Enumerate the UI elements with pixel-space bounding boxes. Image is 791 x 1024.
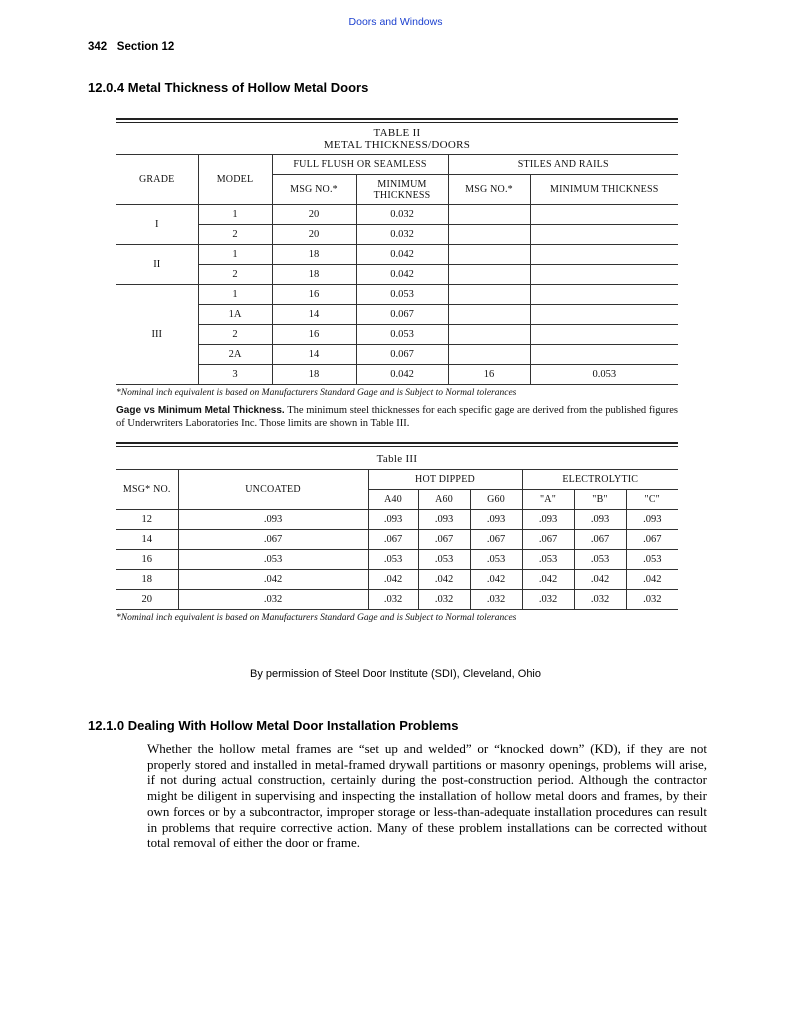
model-cell: 2A xyxy=(198,345,272,365)
msg-cell: 12 xyxy=(116,510,178,530)
section-heading: 12.0.4 Metal Thickness of Hollow Metal Doors xyxy=(88,80,369,95)
msg-cell: 18 xyxy=(116,570,178,590)
grade-cell: II xyxy=(116,245,198,285)
uncoated-cell: .042 xyxy=(178,570,368,590)
msg-cell: 18 xyxy=(272,365,356,385)
elec-b-cell: .042 xyxy=(574,570,626,590)
stiles-thickness-cell: 0.053 xyxy=(530,365,678,385)
table-row xyxy=(116,205,678,225)
model-cell: 1 xyxy=(198,245,272,265)
group-electrolytic: ELECTROLYTIC xyxy=(522,470,678,490)
col-msg: MSG NO.* xyxy=(272,175,356,205)
page-number: 342 Section 12 xyxy=(88,41,175,53)
msg-cell: 14 xyxy=(116,530,178,550)
msg-cell: 16 xyxy=(116,550,178,570)
table-row xyxy=(116,225,678,245)
thickness-cell: 0.053 xyxy=(356,325,448,345)
msg-cell: 20 xyxy=(272,205,356,225)
stiles-thickness-cell xyxy=(530,205,678,225)
uncoated-cell: .093 xyxy=(178,510,368,530)
stiles-msg-cell xyxy=(448,345,530,365)
running-head: Doors and Windows xyxy=(348,16,443,28)
table-row xyxy=(116,530,678,550)
thickness-cell: 0.042 xyxy=(356,365,448,385)
stiles-msg-cell xyxy=(448,205,530,225)
table-row xyxy=(116,305,678,325)
mid-rule xyxy=(116,442,678,444)
col-stiles-min-thickness: MINIMUM THICKNESS xyxy=(530,175,678,205)
elec-b-cell: .053 xyxy=(574,550,626,570)
gage-text: The minimum steel thicknesses for each specific gage are derived from the published figures of Underwriters Laboratories Inc. Those limits are shown in Table III. xyxy=(116,405,678,429)
group-full-flush: FULL FLUSH OR SEAMLESS xyxy=(272,155,448,175)
permission-credit: By permission of Steel Door Institute (SDI), Cleveland, Ohio xyxy=(249,668,541,680)
msg-cell: 20 xyxy=(116,590,178,610)
table3-gage-thickness xyxy=(116,469,678,610)
grade-cell: III xyxy=(116,285,198,385)
uncoated-cell: .067 xyxy=(178,530,368,550)
msg-cell: 20 xyxy=(272,225,356,245)
g60-cell: .032 xyxy=(470,590,522,610)
msg-cell: 14 xyxy=(272,305,356,325)
thickness-cell: 0.032 xyxy=(356,225,448,245)
msg-cell: 16 xyxy=(272,285,356,305)
stiles-thickness-cell xyxy=(530,305,678,325)
elec-c-cell: .093 xyxy=(626,510,678,530)
col-g60: G60 xyxy=(470,490,522,510)
table2-metal-thickness xyxy=(116,154,678,385)
gage-lead: Gage vs Minimum Metal Thickness. xyxy=(116,405,285,416)
thickness-cell: 0.032 xyxy=(356,205,448,225)
col-stiles-msg: MSG NO.* xyxy=(448,175,530,205)
table-row xyxy=(116,510,678,530)
elec-b-cell: .093 xyxy=(574,510,626,530)
table-row xyxy=(116,265,678,285)
a60-cell: .042 xyxy=(418,570,470,590)
group-stiles-rails: STILES AND RAILS xyxy=(448,155,678,175)
elec-a-cell: .067 xyxy=(522,530,574,550)
model-cell: 1A xyxy=(198,305,272,325)
a60-cell: .093 xyxy=(418,510,470,530)
col-grade: GRADE xyxy=(116,155,198,205)
col-elec-c: "C" xyxy=(626,490,678,510)
elec-c-cell: .032 xyxy=(626,590,678,610)
msg-cell: 14 xyxy=(272,345,356,365)
a40-cell: .042 xyxy=(368,570,418,590)
col-a40: A40 xyxy=(368,490,418,510)
top-rule-thin xyxy=(116,122,678,123)
elec-a-cell: .093 xyxy=(522,510,574,530)
section2-heading: 12.1.0 Dealing With Hollow Metal Door Installation Problems xyxy=(88,718,459,733)
col-elec-a: "A" xyxy=(522,490,574,510)
elec-c-cell: .067 xyxy=(626,530,678,550)
stiles-thickness-cell xyxy=(530,265,678,285)
stiles-msg-cell xyxy=(448,265,530,285)
a40-cell: .053 xyxy=(368,550,418,570)
grade-cell: I xyxy=(116,205,198,245)
col-model: MODEL xyxy=(198,155,272,205)
stiles-msg-cell xyxy=(448,245,530,265)
uncoated-cell: .053 xyxy=(178,550,368,570)
top-rule xyxy=(116,118,678,120)
a40-cell: .032 xyxy=(368,590,418,610)
stiles-thickness-cell xyxy=(530,345,678,365)
col-min-thickness: MINIMUM THICKNESS xyxy=(356,175,448,205)
g60-cell: .042 xyxy=(470,570,522,590)
a60-cell: .032 xyxy=(418,590,470,610)
elec-a-cell: .032 xyxy=(522,590,574,610)
model-cell: 1 xyxy=(198,205,272,225)
stiles-thickness-cell xyxy=(530,285,678,305)
thickness-cell: 0.042 xyxy=(356,245,448,265)
table-row xyxy=(116,570,678,590)
table2-footnote: *Nominal inch equivalent is based on Manufacturers Standard Gage and is Subject to Normal tolerances xyxy=(116,388,517,398)
stiles-thickness-cell xyxy=(530,225,678,245)
table-row xyxy=(116,285,678,305)
table-row xyxy=(116,345,678,365)
stiles-thickness-cell xyxy=(530,245,678,265)
model-cell: 3 xyxy=(198,365,272,385)
stiles-msg-cell xyxy=(448,225,530,245)
a60-cell: .053 xyxy=(418,550,470,570)
table3-footnote: *Nominal inch equivalent is based on Manufacturers Standard Gage and is Subject to Normal tolerances xyxy=(116,613,517,623)
table-row xyxy=(116,550,678,570)
scanned-table-figure xyxy=(116,118,678,623)
thickness-cell: 0.042 xyxy=(356,265,448,285)
gage-paragraph xyxy=(116,404,678,430)
thickness-cell: 0.067 xyxy=(356,345,448,365)
a40-cell: .093 xyxy=(368,510,418,530)
section2-paragraph: Whether the hollow metal frames are “set up and welded” or “knocked down” (KD), if they are not properly stored and installed in metal-framed drywall partitions or masonry openings, problems will arise, if not during actual construction, certainly during the post-construction period. Although the contractor might be diligent in supervising and inspecting the installation of hollow metal doors and frames, by their own forces or by a subcontractor, improper storage or less-than-adequate installation procedures can result in problems that require corrective action. Many of these problem installations can be corrected without total removal of either the door or frame. xyxy=(147,741,707,851)
g60-cell: .093 xyxy=(470,510,522,530)
elec-a-cell: .042 xyxy=(522,570,574,590)
thickness-cell: 0.053 xyxy=(356,285,448,305)
table2-subtitle: METAL THICKNESS/DOORS xyxy=(323,139,471,151)
msg-cell: 18 xyxy=(272,245,356,265)
elec-c-cell: .042 xyxy=(626,570,678,590)
model-cell: 2 xyxy=(198,265,272,285)
elec-b-cell: .032 xyxy=(574,590,626,610)
table2-title: TABLE II xyxy=(373,127,421,139)
a60-cell: .067 xyxy=(418,530,470,550)
msg-cell: 16 xyxy=(272,325,356,345)
g60-cell: .067 xyxy=(470,530,522,550)
stiles-msg-cell xyxy=(448,285,530,305)
msg-cell: 18 xyxy=(272,265,356,285)
elec-a-cell: .053 xyxy=(522,550,574,570)
table-row xyxy=(116,590,678,610)
col-elec-b: "B" xyxy=(574,490,626,510)
group-hot-dipped: HOT DIPPED xyxy=(368,470,522,490)
stiles-msg-cell: 16 xyxy=(448,365,530,385)
mid-rule-thin xyxy=(116,446,678,447)
model-cell: 1 xyxy=(198,285,272,305)
table3-title: Table III xyxy=(376,453,418,465)
model-cell: 2 xyxy=(198,225,272,245)
elec-c-cell: .053 xyxy=(626,550,678,570)
col-a60: A60 xyxy=(418,490,470,510)
stiles-msg-cell xyxy=(448,325,530,345)
thickness-cell: 0.067 xyxy=(356,305,448,325)
col-msg-no: MSG* NO. xyxy=(116,470,178,510)
stiles-thickness-cell xyxy=(530,325,678,345)
a40-cell: .067 xyxy=(368,530,418,550)
g60-cell: .053 xyxy=(470,550,522,570)
table-row xyxy=(116,245,678,265)
elec-b-cell: .067 xyxy=(574,530,626,550)
model-cell: 2 xyxy=(198,325,272,345)
uncoated-cell: .032 xyxy=(178,590,368,610)
col-uncoated: UNCOATED xyxy=(178,470,368,510)
table-row xyxy=(116,325,678,345)
table-row xyxy=(116,365,678,385)
stiles-msg-cell xyxy=(448,305,530,325)
